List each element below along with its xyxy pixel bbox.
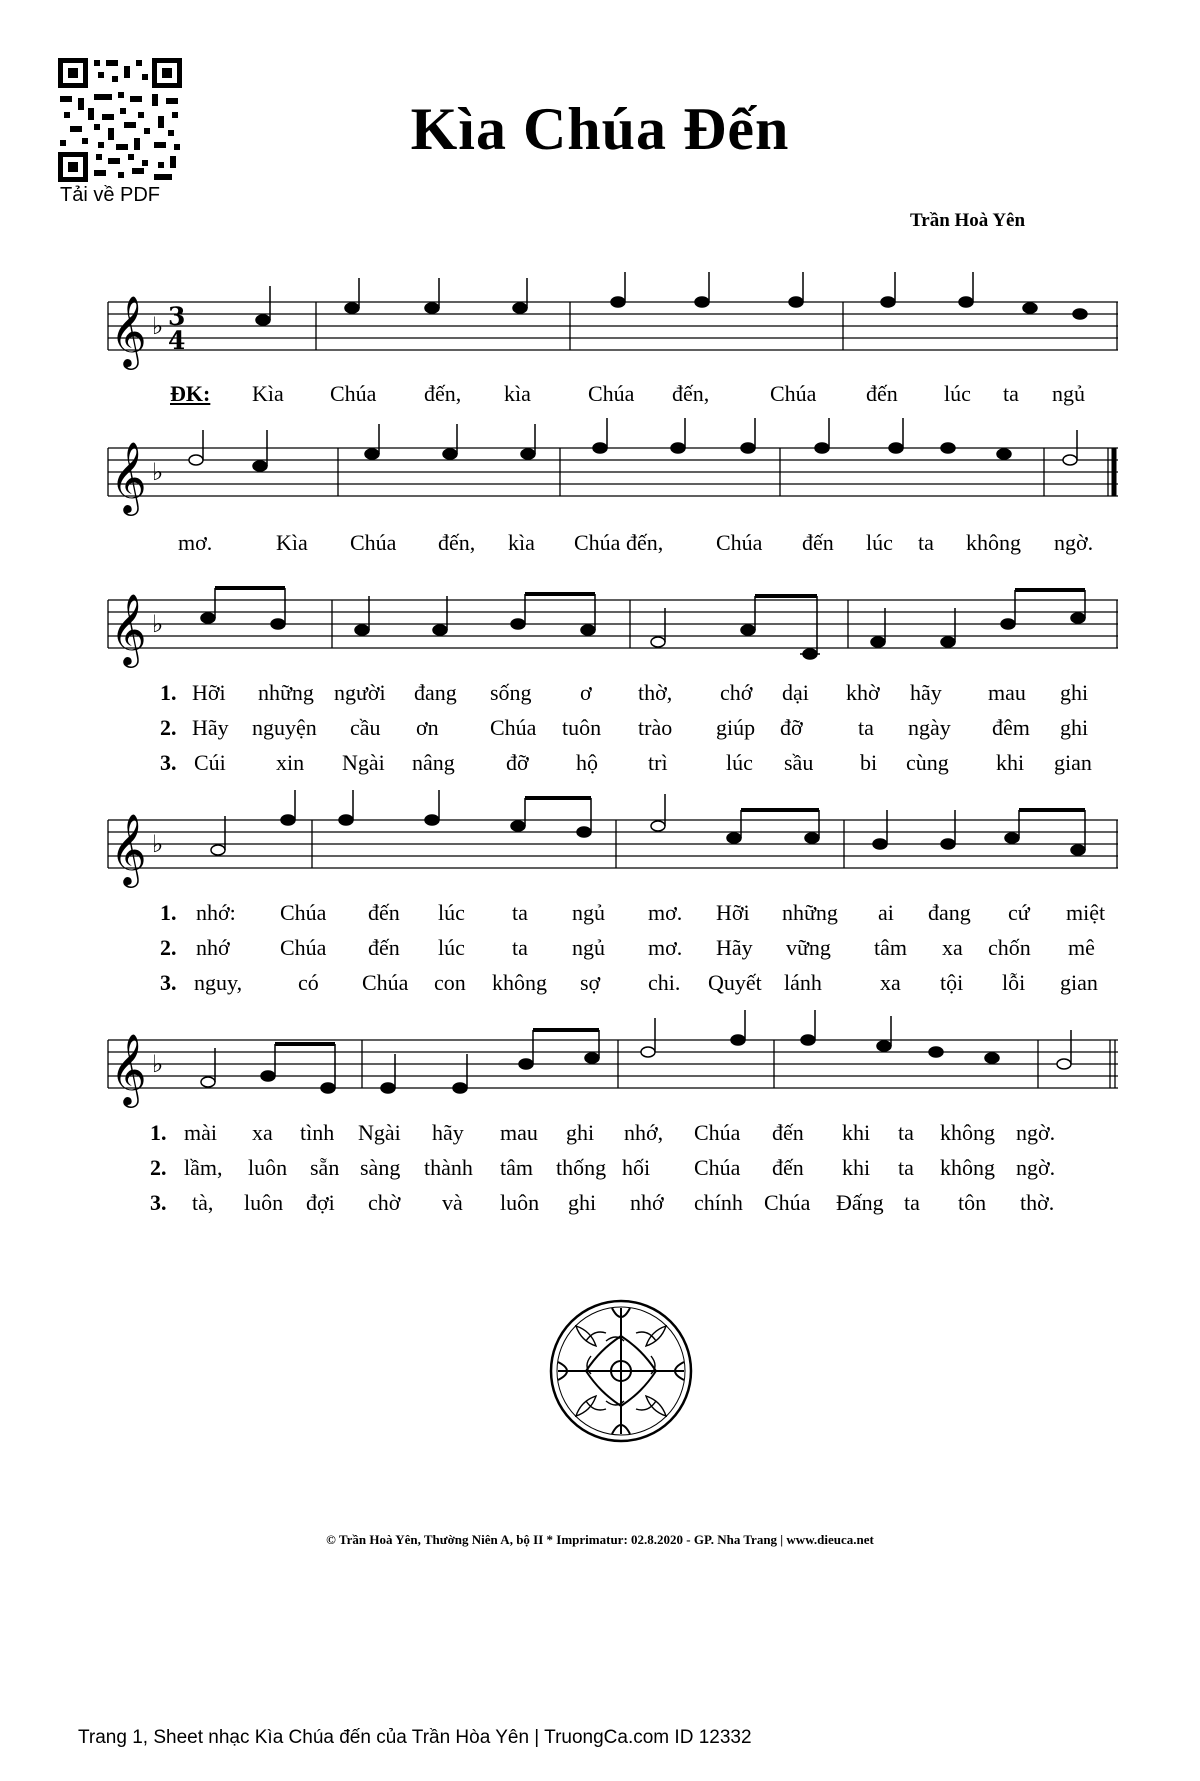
lyric-word: đến xyxy=(368,935,400,960)
lyric-word: sợ xyxy=(580,970,601,995)
lyric-line-sys4-v1 xyxy=(0,900,1200,934)
staff-system-3 xyxy=(108,580,1118,690)
verse-number: 2. xyxy=(160,715,177,740)
verse-number: 3. xyxy=(150,1190,167,1215)
lyric-word: Chúa xyxy=(588,381,635,406)
lyric-word: Chúa xyxy=(350,530,397,555)
note xyxy=(577,827,591,837)
lyric-word: tâm xyxy=(500,1155,533,1180)
note xyxy=(281,815,295,825)
song-title: Kìa Chúa Đến xyxy=(410,96,790,162)
lyric-word: Chúa xyxy=(770,381,817,406)
lyric-word: ta xyxy=(918,530,934,555)
lyric-word: Chúa xyxy=(280,935,327,960)
lyric-word: cứ xyxy=(1008,900,1030,925)
lyric-word: nhớ xyxy=(196,935,230,960)
lyric-word: cầu xyxy=(350,715,381,740)
lyric-word: Ngài xyxy=(342,750,385,775)
lyric-line-sys4-v3 xyxy=(0,970,1200,1004)
lyric-word: ta xyxy=(898,1120,914,1145)
note xyxy=(425,303,439,313)
staff-system-5 xyxy=(108,1020,1118,1130)
note xyxy=(985,1053,999,1063)
lyric-word: Chúa đến, xyxy=(574,530,664,555)
lyric-word: không xyxy=(940,1155,995,1180)
lyric-word: ta xyxy=(904,1190,920,1215)
note xyxy=(1071,613,1085,623)
lyric-word: Chúa xyxy=(694,1120,741,1145)
flat-icon: ♭ xyxy=(152,1050,164,1078)
verse-number: 1. xyxy=(150,1120,167,1145)
note xyxy=(731,1035,745,1045)
lyric-word: ta xyxy=(858,715,874,740)
lyric-word: lúc xyxy=(438,900,465,925)
lyric-word: có xyxy=(298,970,319,995)
lyric-word: Hãy xyxy=(192,715,229,740)
treble-clef-icon: 𝄞 xyxy=(110,1032,147,1105)
note xyxy=(889,443,903,453)
note xyxy=(959,297,973,307)
lyric-word: và xyxy=(442,1190,463,1215)
note xyxy=(339,815,353,825)
lyric-word: chốn xyxy=(988,935,1031,960)
lyric-word: nguyện xyxy=(252,715,317,740)
lyric-word: mơ. xyxy=(648,935,683,960)
lyric-word: mau xyxy=(988,680,1026,705)
note xyxy=(1023,303,1037,313)
lyric-word: khi xyxy=(842,1120,871,1145)
lyric-word: thờ, xyxy=(638,680,673,705)
lyric-word: dại xyxy=(782,680,809,705)
lyric-word: mơ. xyxy=(648,900,683,925)
lyric-word: mau xyxy=(500,1120,538,1145)
lyric-word: sống xyxy=(490,680,532,705)
lyric-word: Kìa xyxy=(252,381,284,406)
note xyxy=(801,1035,815,1045)
lyric-word: ta xyxy=(1003,381,1019,406)
lyric-word: bi xyxy=(860,750,878,775)
lyric-word: lầm, xyxy=(184,1155,223,1180)
lyric-word: Chúa xyxy=(362,970,409,995)
lyric-word: ơn xyxy=(416,715,439,740)
lyric-word: Hỡi xyxy=(192,680,226,705)
lyric-word: khi xyxy=(842,1155,871,1180)
lyric-word: tuôn xyxy=(562,715,602,740)
note xyxy=(355,625,369,635)
lyric-word: vững xyxy=(786,935,831,960)
note xyxy=(345,303,359,313)
note xyxy=(211,845,225,855)
lyric-word: mê xyxy=(1068,935,1095,960)
note xyxy=(201,1077,215,1087)
note xyxy=(433,625,447,635)
lyric-word: Chúa xyxy=(280,900,327,925)
lyric-word: ghi xyxy=(566,1120,595,1145)
lyric-word: Đấng xyxy=(836,1190,884,1215)
lyric-word: Chúa xyxy=(330,381,377,406)
lyric-word: miệt xyxy=(1066,900,1106,925)
note xyxy=(997,449,1011,459)
download-pdf-link[interactable]: Tải về PDF xyxy=(60,184,161,206)
lyric-word: khờ xyxy=(846,680,880,705)
lyric-word: không xyxy=(492,970,547,995)
note xyxy=(253,461,267,471)
lyric-line-sys4-v2 xyxy=(0,935,1200,969)
lyric-word: hộ xyxy=(576,750,598,775)
lyric-line-refrain-2 xyxy=(0,530,1200,564)
lyric-word: đến xyxy=(866,381,898,406)
lyric-word: trì xyxy=(648,750,668,775)
note xyxy=(805,833,819,843)
note xyxy=(521,449,535,459)
lyric-word: Kìa xyxy=(276,530,308,555)
lyric-word: lúc xyxy=(726,750,753,775)
lyric-word: khi xyxy=(996,750,1025,775)
lyric-word: đến xyxy=(802,530,834,555)
lyric-line-refrain-1 xyxy=(0,381,1200,415)
lyric-word: nhớ: xyxy=(196,900,236,925)
lyric-word: luôn xyxy=(500,1190,540,1215)
lyric-word: xin xyxy=(276,750,305,775)
time-signature-top: 3 xyxy=(168,302,186,331)
note xyxy=(671,443,685,453)
lyric-word: chớ xyxy=(720,680,753,705)
lyric-word: đang xyxy=(414,680,457,705)
staff-system-4 xyxy=(108,800,1118,910)
lyric-word: hãy xyxy=(432,1120,464,1145)
note xyxy=(1063,455,1077,465)
lyric-word: lúc xyxy=(944,381,971,406)
lyric-word: chính xyxy=(694,1190,743,1215)
note xyxy=(201,613,215,623)
lyric-word: ai xyxy=(878,900,894,925)
note xyxy=(511,619,525,629)
note xyxy=(741,443,755,453)
treble-clef-icon: 𝄞 xyxy=(110,592,147,665)
note xyxy=(511,821,525,831)
lyric-word: mơ. xyxy=(178,530,213,555)
note xyxy=(611,297,625,307)
treble-clef-icon: 𝄞 xyxy=(110,294,147,367)
note xyxy=(453,1083,467,1093)
lyric-word: đến, xyxy=(438,530,476,555)
lyric-word: lúc xyxy=(866,530,893,555)
lyric-word: trào xyxy=(638,715,673,740)
lyric-word: ta xyxy=(512,935,528,960)
lyric-word: đến xyxy=(368,900,400,925)
lyric-word: mài xyxy=(184,1120,217,1145)
verse-number: 1. xyxy=(160,900,177,925)
flat-icon: ♭ xyxy=(152,610,164,638)
note xyxy=(941,839,955,849)
note xyxy=(929,1047,943,1057)
lyric-word: ta xyxy=(512,900,528,925)
lyric-word: Quyết xyxy=(708,970,762,995)
time-signature-bottom: 4 xyxy=(168,326,186,355)
verse-number: 2. xyxy=(150,1155,167,1180)
lyric-word: đêm xyxy=(992,715,1030,740)
lyric-word: ghi xyxy=(1060,680,1089,705)
lyric-word: ngủ xyxy=(1052,381,1085,406)
note xyxy=(941,443,955,453)
note xyxy=(256,315,270,325)
lyric-word: Chúa xyxy=(694,1155,741,1180)
note xyxy=(593,443,607,453)
note xyxy=(727,833,741,843)
treble-clef-icon: 𝄞 xyxy=(110,440,147,513)
lyric-word: luôn xyxy=(244,1190,284,1215)
copyright-notice: © Trần Hoà Yên, Thường Niên A, bộ II * Imprimatur: 02.8.2020 - GP. Nha Trang | www.dieuca.net xyxy=(326,1532,874,1547)
lyric-word: sàng xyxy=(360,1155,401,1180)
lyric-word: Cúi xyxy=(194,750,226,775)
note xyxy=(881,297,895,307)
lyric-word: lánh xyxy=(784,970,822,995)
verse-number: 3. xyxy=(160,750,177,775)
note xyxy=(651,637,665,647)
lyric-word: ngày xyxy=(908,715,951,740)
lyric-word: Chúa xyxy=(490,715,537,740)
note xyxy=(789,297,803,307)
lyric-word: đỡ xyxy=(780,715,803,740)
lyric-word: đến xyxy=(772,1120,804,1145)
note xyxy=(1005,833,1019,843)
note xyxy=(425,815,439,825)
lyric-word: những xyxy=(782,900,838,925)
lyric-word: ngờ. xyxy=(1016,1120,1056,1145)
lyric-word: những xyxy=(258,680,314,705)
lyric-word: sầu xyxy=(784,750,814,775)
lyric-word: lúc xyxy=(438,935,465,960)
lyric-word: tâm xyxy=(874,935,907,960)
lyric-line-sys5-v1 xyxy=(0,1120,1200,1154)
lyric-word: thống xyxy=(556,1155,607,1180)
ornamental-cross-icon xyxy=(546,1296,696,1446)
note xyxy=(443,449,457,459)
lyric-word: nhớ xyxy=(630,1190,664,1215)
note xyxy=(271,619,285,629)
lyric-line-sys3-v2 xyxy=(0,715,1200,749)
note xyxy=(585,1053,599,1063)
note xyxy=(641,1047,655,1057)
note xyxy=(519,1059,533,1069)
lyric-word: lỗi xyxy=(1002,970,1026,995)
lyric-word: đỡ xyxy=(506,750,529,775)
lyric-line-sys5-v3 xyxy=(0,1190,1200,1224)
lyric-word: tội xyxy=(940,970,964,995)
lyric-word: chờ xyxy=(368,1190,401,1215)
lyric-word: đến, xyxy=(424,381,462,406)
lyric-word: Chúa xyxy=(716,530,763,555)
note xyxy=(651,821,665,831)
note xyxy=(695,297,709,307)
note xyxy=(1071,845,1085,855)
lyric-line-sys3-v3 xyxy=(0,750,1200,784)
lyric-line-sys3-v1 xyxy=(0,680,1200,714)
lyric-word: ta xyxy=(898,1155,914,1180)
refrain-label: ĐK: xyxy=(170,381,211,406)
note xyxy=(261,1071,275,1081)
lyric-word: thành xyxy=(424,1155,473,1180)
note xyxy=(873,839,887,849)
flat-icon: ♭ xyxy=(152,830,164,858)
note xyxy=(877,1041,891,1051)
lyric-word: người xyxy=(334,680,386,705)
note xyxy=(1001,619,1015,629)
lyric-word: kìa xyxy=(508,530,535,555)
lyric-word: đang xyxy=(928,900,971,925)
lyric-word: gian xyxy=(1054,750,1092,775)
lyric-word: giúp xyxy=(716,715,756,740)
lyric-word: nguy, xyxy=(194,970,243,995)
verse-number: 1. xyxy=(160,680,177,705)
note xyxy=(189,455,203,465)
lyric-word: thờ. xyxy=(1020,1190,1055,1215)
lyric-word: con xyxy=(434,970,466,995)
lyric-word: gian xyxy=(1060,970,1098,995)
lyric-word: không xyxy=(940,1120,995,1145)
lyric-word: ngủ xyxy=(572,900,605,925)
lyric-word: đến, xyxy=(672,381,710,406)
flat-icon: ♭ xyxy=(152,458,164,486)
lyric-word: không xyxy=(966,530,1021,555)
note xyxy=(581,625,595,635)
flat-icon: ♭ xyxy=(152,312,164,340)
lyric-word: đợi xyxy=(306,1190,335,1215)
lyric-word: ngủ xyxy=(572,935,605,960)
staff-system-1 xyxy=(108,282,1118,392)
composer-name: Trần Hoà Yên xyxy=(910,210,1026,231)
lyric-word: tôn xyxy=(958,1190,987,1215)
lyric-word: nâng xyxy=(412,750,455,775)
staff-system-2 xyxy=(108,428,1118,538)
lyric-word: Hỡi xyxy=(716,900,750,925)
page-footer: Trang 1, Sheet nhạc Kìa Chúa đến của Trần Hòa Yên | TruongCa.com ID 12332 xyxy=(78,1727,752,1748)
note xyxy=(871,637,885,647)
note xyxy=(321,1083,335,1093)
note xyxy=(513,303,527,313)
lyric-word: xa xyxy=(942,935,963,960)
lyric-word: ngờ. xyxy=(1016,1155,1056,1180)
lyric-word: hãy xyxy=(910,680,942,705)
note xyxy=(1073,309,1087,319)
lyric-word: Chúa xyxy=(764,1190,811,1215)
verse-number: 3. xyxy=(160,970,177,995)
treble-clef-icon: 𝄞 xyxy=(110,812,147,885)
note xyxy=(815,443,829,453)
note xyxy=(365,449,379,459)
lyric-word: ghi xyxy=(568,1190,597,1215)
note xyxy=(941,637,955,647)
lyric-word: Hãy xyxy=(716,935,753,960)
lyric-word: hối xyxy=(622,1155,651,1180)
lyric-word: nhớ, xyxy=(624,1120,664,1145)
lyric-word: Ngài xyxy=(358,1120,401,1145)
note xyxy=(1057,1059,1071,1069)
lyric-word: ơ xyxy=(580,680,592,705)
lyric-word: chi. xyxy=(648,970,681,995)
lyric-word: đến xyxy=(772,1155,804,1180)
lyric-word: kìa xyxy=(504,381,531,406)
lyric-word: tà, xyxy=(192,1190,214,1215)
lyric-line-sys5-v2 xyxy=(0,1155,1200,1189)
note xyxy=(381,1083,395,1093)
lyric-word: ghi xyxy=(1060,715,1089,740)
lyric-word: ngờ. xyxy=(1054,530,1094,555)
lyric-word: xa xyxy=(880,970,901,995)
lyric-word: luôn xyxy=(248,1155,288,1180)
lyric-word: tình xyxy=(300,1120,335,1145)
lyric-word: sẵn xyxy=(310,1155,340,1180)
note xyxy=(741,625,755,635)
lyric-word: cùng xyxy=(906,750,949,775)
lyric-word: xa xyxy=(252,1120,273,1145)
verse-number: 2. xyxy=(160,935,177,960)
